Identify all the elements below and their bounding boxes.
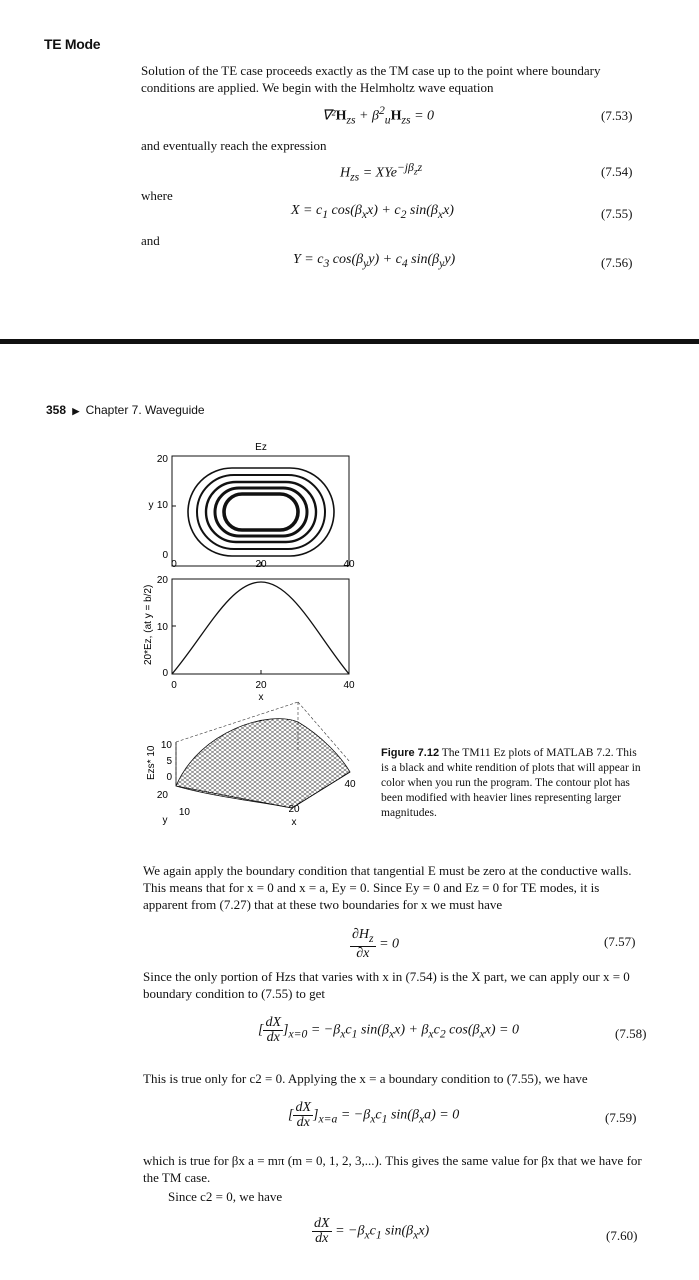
contour-ring-5	[224, 494, 298, 530]
equation-7-57: $\frac{\partial H_z}{\partial x}$ = 0	[352, 927, 400, 961]
surface-xtick: 40	[344, 779, 356, 790]
chevron-right-icon: ▶	[72, 406, 80, 416]
text-line: and	[141, 233, 160, 248]
contour-ytick: 0	[162, 550, 168, 561]
paragraph: Since c2 = 0, we have	[168, 1189, 283, 1204]
line-plot-frame	[172, 579, 349, 674]
contour-title: Ez	[255, 442, 267, 453]
caption-label: Figure 7.12	[381, 747, 440, 759]
text-line: and eventually reach the expression	[141, 138, 327, 153]
contour-ytick: 10	[156, 500, 168, 511]
surface-xtick: 20	[288, 804, 300, 815]
text-line: where	[141, 188, 173, 203]
equation-7-56: $Y = c_3$ $\cos(\beta_yy) + c_4$ $\sin(\beta_yy)$	[293, 252, 456, 270]
page-number: 358	[46, 403, 67, 417]
line-xlabel: x	[258, 692, 264, 703]
paragraph: which is true for βx a = mπ (m = 0, 1, 2, 3,...). This gives the same value for βx that we have for the TM case.	[143, 1153, 642, 1185]
chapter-title: Chapter 7. Waveguide	[85, 403, 205, 417]
intro-paragraph: Solution of the TE case proceeds exactly as the TM case up to the point where boundary conditions are applied. We begin with the Helmholtz wave equation	[141, 63, 601, 95]
equation-number: (7.56)	[601, 255, 633, 270]
paragraph: Since the only portion of Hzs that varies with x in (7.54) is the X part, we can apply our x = 0 boundary condition to (7.55) to get	[143, 969, 630, 1001]
equation-number: (7.58)	[615, 1026, 647, 1041]
surface-xlabel: x	[291, 817, 297, 828]
surface-ztick: 0	[166, 772, 172, 783]
contour-xtick: 40	[343, 559, 355, 570]
contour-xtick: 0	[171, 559, 177, 570]
page-header	[46, 403, 205, 417]
caption-text: The TM11 Ez plots of MATLAB 7.2. This is a black and white rendition of plots that will appear in color when you run the program. The contour plot has been modified with heavier lines representing larger magnitudes.	[381, 747, 641, 819]
equation-number: (7.53)	[601, 108, 633, 123]
figure-svg	[0, 430, 380, 830]
surface-ztick: 10	[160, 740, 172, 751]
equation-number: (7.55)	[601, 206, 633, 221]
surface-ytick: 10	[178, 807, 190, 818]
line-plot-ticks	[172, 626, 261, 674]
equation-7-53: $\nabla^2H_{zs} + \beta^2_uH_{zs} = 0$	[322, 104, 435, 127]
contour-ylabel: y	[148, 500, 154, 511]
surface-zlabel: Ezs* 10	[146, 745, 157, 780]
equation-number: (7.59)	[605, 1110, 637, 1125]
line-ytick: 20	[156, 575, 168, 586]
section-heading: TE Mode	[44, 36, 101, 52]
surface-ytick: 20	[156, 790, 168, 801]
paragraph: We again apply the boundary condition that tangential E must be zero at the conductive walls. This means that for x = 0 and x = a, Ey = 0. Since Ey = 0 and Ez = 0 for TE modes, it is apparent from (7.27) that at these two boundaries for x we must have	[143, 863, 632, 912]
equation-number: (7.60)	[606, 1228, 638, 1243]
equation-number: (7.54)	[601, 164, 633, 179]
surface-ylabel: y	[162, 815, 168, 826]
contour-lines	[188, 468, 334, 556]
surface-mesh	[176, 719, 350, 808]
page-separator	[0, 339, 699, 344]
paragraph: This is true only for c2 = 0. Applying the x = a boundary condition to (7.55), we have	[143, 1071, 588, 1086]
figure-caption	[381, 746, 645, 821]
surface-plot	[176, 702, 350, 808]
line-xtick: 20	[255, 680, 267, 691]
line-ytick: 0	[162, 668, 168, 679]
equation-7-60: $\frac{dX}{dx}$ = $-\beta_xc_1$ $\sin(\beta_xx)$	[314, 1216, 430, 1246]
contour-ytick: 20	[156, 454, 168, 465]
equation-7-55: $X = c_1$ $\cos(\beta_xx) + c_2$ $\sin(\beta_xx)$	[291, 203, 454, 221]
equation-7-54: $H_{zs} = XYe^{-j\beta_zz}$	[340, 161, 423, 184]
line-plot-curve	[172, 582, 349, 674]
line-ytick: 10	[156, 622, 168, 633]
equation-7-59: [ $\frac{dX}{dx}$ ]$_{x=a} = -\beta_xc_1$ $\sin(\beta_xa) = 0$	[288, 1100, 460, 1130]
contour-xtick: 20	[255, 559, 267, 570]
equation-7-58: [ $\frac{dX}{dx}$ ]$_{x=0} = -\beta_xc_1$ $\sin(\beta_xx) + \beta_xc_2$ $\cos(\beta_xx) = 0$	[258, 1015, 519, 1045]
line-ylabel: 20*Ez, (at y = b/2)	[143, 584, 154, 665]
line-xtick: 40	[343, 680, 355, 691]
equation-number: (7.57)	[604, 934, 636, 949]
surface-ztick: 5	[166, 756, 172, 767]
figure-7-12	[0, 430, 380, 830]
line-xtick: 0	[171, 680, 177, 691]
